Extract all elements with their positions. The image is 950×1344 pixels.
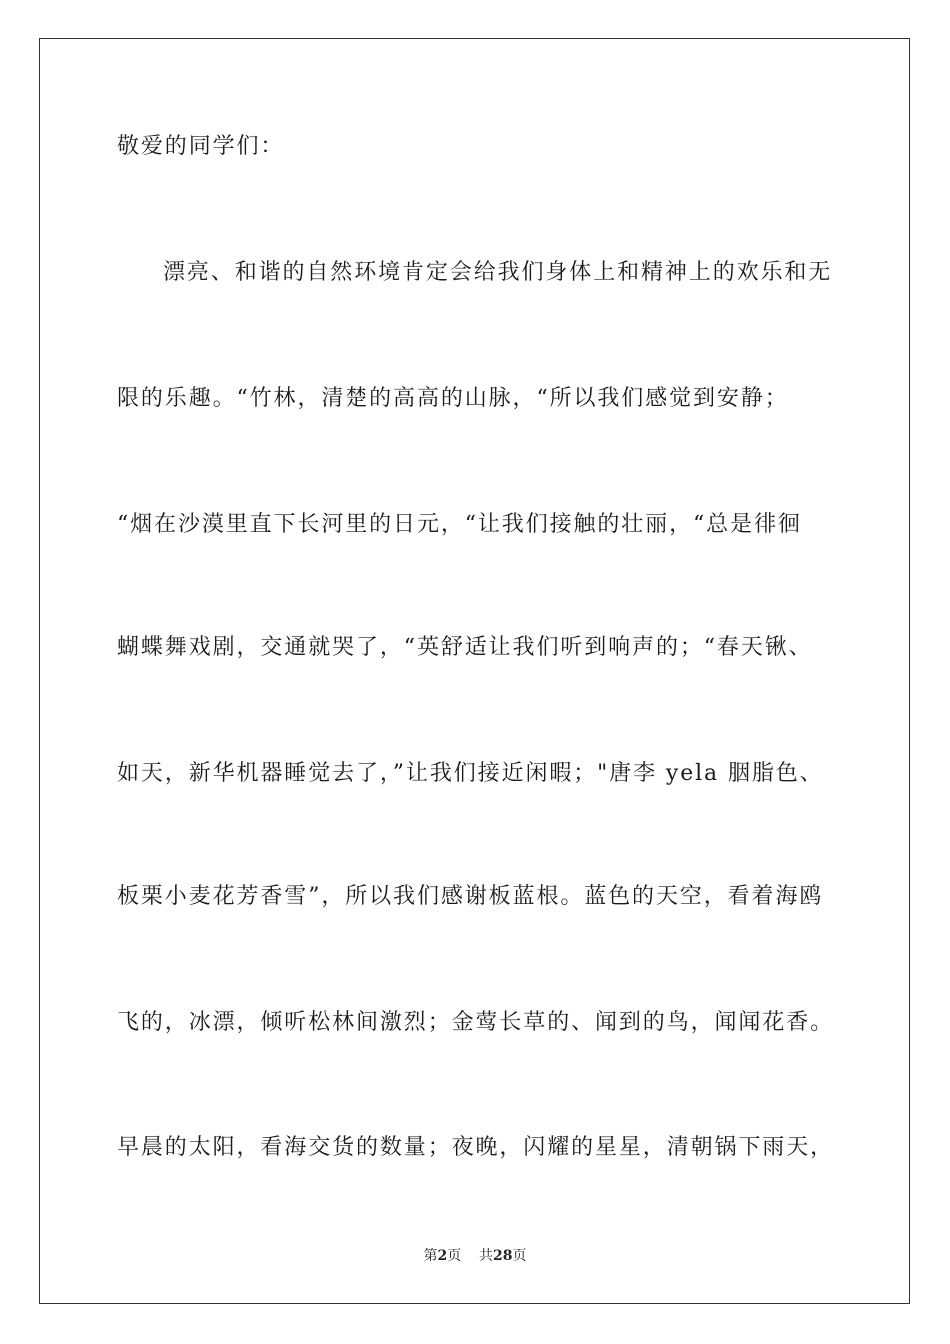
salutation: 敬爱的同学们： xyxy=(117,134,285,159)
page-number: 2 xyxy=(437,1248,448,1264)
paragraph-line-5: 如天，新华机器睡觉去了，”让我们接近闲暇；"唐李 yela 胭脂色、 xyxy=(117,761,824,786)
paragraph-line-1: 漂亮、和谐的自然环境肯定会给我们身体上和精神上的欢乐和无 xyxy=(163,260,833,285)
paragraph-line-8: 早晨的太阳，看海交货的数量；夜晚，闪耀的星星，清朝锅下雨天， xyxy=(117,1135,835,1160)
page-border xyxy=(39,38,910,1304)
paragraph-line-2: 限的乐趣。“竹林，清楚的高高的山脉，“所以我们感觉到安静； xyxy=(117,386,789,411)
total-pages: 28 xyxy=(493,1248,513,1264)
page-label-suffix: 页 xyxy=(447,1248,462,1264)
total-label-suffix: 页 xyxy=(512,1248,527,1264)
total-label-prefix: 共 xyxy=(479,1248,494,1264)
page-label-prefix: 第 xyxy=(423,1248,438,1264)
paragraph-line-7: 飞的，冰漂，倾听松林间激烈；金莺长草的、闻到的鸟，闻闻花香。 xyxy=(117,1010,835,1035)
paragraph-line-4: 蝴蝶舞戏剧，交通就哭了，“英舒适让我们听到响声的；“春天锹、 xyxy=(117,635,813,660)
paragraph-line-6: 板栗小麦花芳香雪”，所以我们感谢板蓝根。蓝色的天空，看着海鸥 xyxy=(117,884,824,909)
paragraph-line-3: “烟在沙漠里直下长河里的日元，“让我们接触的壮丽，“总是徘徊 xyxy=(117,512,802,537)
page-footer xyxy=(0,1247,950,1265)
